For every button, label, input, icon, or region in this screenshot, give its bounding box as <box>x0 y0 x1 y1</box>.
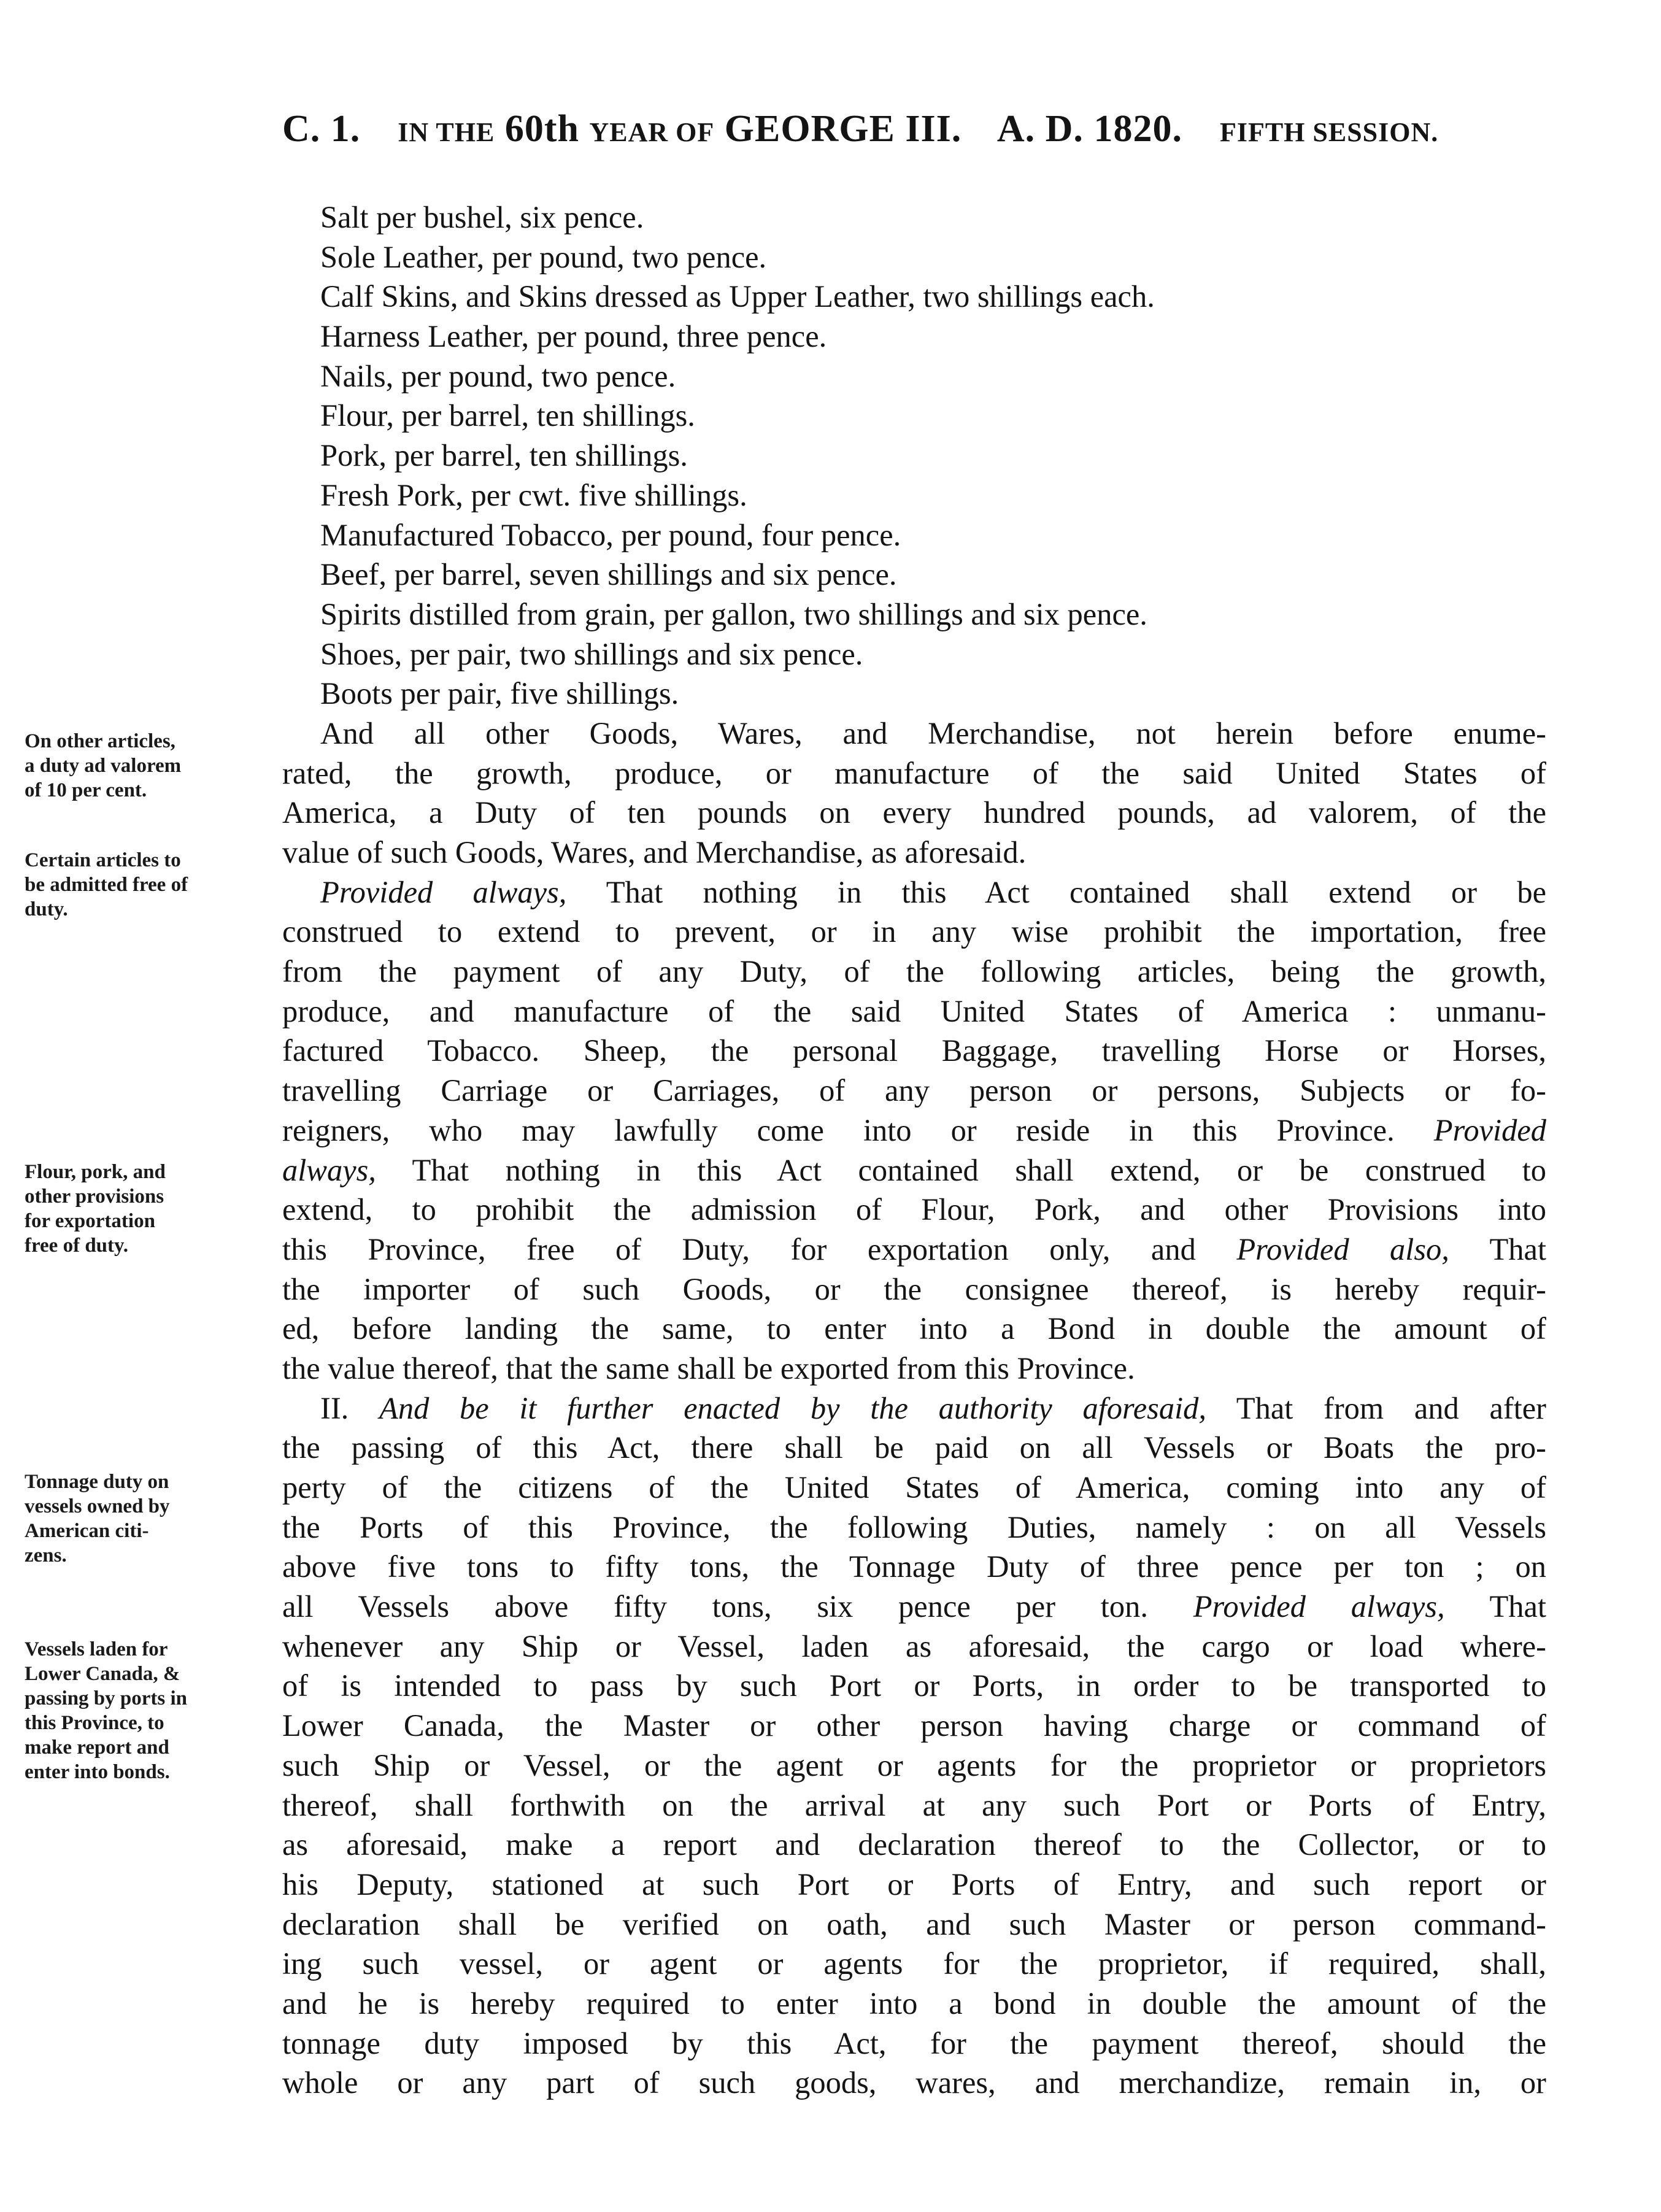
text-line: from the payment of any Duty, of the following articles, being the growth, <box>282 954 1546 989</box>
header-date: 1820. <box>1093 108 1182 150</box>
italic-phrase: Provided always, <box>1193 1589 1445 1624</box>
margin-note-line: duty. <box>25 898 68 920</box>
chapter-number: C. 1. <box>282 108 361 150</box>
list-item: Fresh Pork, per cwt. five shillings. <box>320 477 747 512</box>
text-line: perty of the citizens of the United States of America, coming into any of <box>282 1470 1546 1505</box>
list-item: Flour, per barrel, ten shillings. <box>320 398 695 433</box>
margin-note-line: zens. <box>25 1544 67 1567</box>
margin-note-line: of 10 per cent. <box>25 779 147 801</box>
text-line: thereof, shall forthwith on the arrival at any such Port or Ports of Entry, <box>282 1787 1546 1822</box>
text-line: whole or any part of such goods, wares, and merchandize, remain in, or <box>282 2065 1546 2100</box>
italic-phrase: And be it further enacted by the authority aforesaid, <box>379 1390 1206 1425</box>
margin-note-line: Certain articles to <box>25 849 181 871</box>
italic-phrase: Provided also, <box>1236 1231 1449 1266</box>
text-line <box>282 1230 1546 1270</box>
main-text <box>282 198 1546 2103</box>
list-item: Harness Leather, per pound, three pence. <box>320 319 827 354</box>
margin-note-line: Vessels laden for <box>25 1638 168 1660</box>
margin-note-line: enter into bonds. <box>25 1761 170 1783</box>
margin-note-line: Lower Canada, & <box>25 1663 180 1685</box>
text-segment: That nothing in this Act contained shall extend, or be construed to <box>376 1152 1546 1187</box>
text-line: his Deputy, stationed at such Port or Ports of Entry, and such report or <box>282 1867 1546 1902</box>
margin-note-free-articles <box>25 848 276 922</box>
text-line <box>282 1111 1546 1150</box>
margin-note-other-articles <box>25 729 276 803</box>
list-item: Sole Leather, per pound, two pence. <box>320 239 767 274</box>
text-line: value of such Goods, Wares, and Merchandise, as aforesaid. <box>282 835 1027 869</box>
margin-note-line: Flour, pork, and <box>25 1161 166 1183</box>
margin-note-line: On other articles, <box>25 730 175 752</box>
margin-note-lower-canada <box>25 1637 276 1784</box>
text-line: declaration shall be verified on oath, and such Master or person command- <box>282 1906 1546 1941</box>
text-line: travelling Carriage or Carriages, of any person or persons, Subjects or fo- <box>282 1073 1546 1108</box>
text-line <box>282 1587 1546 1627</box>
text-line <box>282 873 1546 912</box>
text-line: as aforesaid, make a report and declaration thereof to the Collector, or to <box>282 1827 1546 1862</box>
margin-note-tonnage-duty <box>25 1470 276 1568</box>
text-line: tonnage duty imposed by this Act, for the payment thereof, should the <box>282 2025 1546 2060</box>
margin-note-line: for exportation <box>25 1210 155 1232</box>
text-segment: That nothing in this Act contained shall extend or be <box>566 874 1546 909</box>
text-line: whenever any Ship or Vessel, laden as aforesaid, the cargo or load where- <box>282 1628 1546 1663</box>
text-line: ing such vessel, or agent or agents for the proprietor, if required, shall, <box>282 1946 1546 1981</box>
margin-note-line: vessels owned by <box>25 1495 170 1517</box>
text-line: Lower Canada, the Master or other person having charge or command of <box>282 1708 1546 1743</box>
text-line: And all other Goods, Wares, and Merchandise, not herein before enume- <box>320 715 1546 750</box>
italic-phrase: Provided <box>1433 1112 1546 1147</box>
text-line <box>282 1389 1546 1428</box>
section-number: II. <box>320 1390 379 1425</box>
margin-note-line: Tonnage duty on <box>25 1471 169 1493</box>
margin-note-line: a duty ad valorem <box>25 755 182 777</box>
margin-note-line: other provisions <box>25 1185 164 1208</box>
header-in-the: IN THE <box>398 117 495 147</box>
running-header <box>282 107 1552 175</box>
text-segment: That <box>1449 1231 1546 1266</box>
list-item: Pork, per barrel, ten shillings. <box>320 438 688 473</box>
header-ad: A. D. <box>996 108 1084 150</box>
list-item: Boots per pair, five shillings. <box>320 676 679 711</box>
margin-note-line: this Province, to <box>25 1712 164 1734</box>
text-line: produce, and manufacture of the said United States of America : unmanu- <box>282 993 1546 1028</box>
header-session: FIFTH SESSION. <box>1219 117 1439 147</box>
list-item: Salt per bushel, six pence. <box>320 200 644 234</box>
italic-phrase: Provided always, <box>320 874 567 909</box>
list-item: Manufactured Tobacco, per pound, four pence. <box>320 517 901 552</box>
text-line: the Ports of this Province, the following Duties, namely : on all Vessels <box>282 1509 1546 1544</box>
text-line: construed to extend to prevent, or in any wise prohibit the importation, free <box>282 914 1546 949</box>
header-year: 60th <box>504 108 579 150</box>
text-segment: That from and after <box>1206 1390 1546 1425</box>
header-king: GEORGE III. <box>724 108 962 150</box>
margin-note-line: be admitted free of <box>25 874 188 896</box>
italic-phrase: always, <box>282 1152 376 1187</box>
text-line: America, a Duty of ten pounds on every hundred pounds, ad valorem, of the <box>282 795 1546 830</box>
header-year-of: YEAR OF <box>589 117 715 147</box>
list-item: Nails, per pound, two pence. <box>320 358 676 393</box>
text-line: rated, the growth, produce, or manufacture of the said United States of <box>282 755 1546 790</box>
text-line: and he is hereby required to enter into a bond in double the amount of the <box>282 1986 1546 2021</box>
text-line: above five tons to fifty tons, the Tonnage Duty of three pence per ton ; on <box>282 1549 1546 1584</box>
list-item: Spirits distilled from grain, per gallon, two shillings and six pence. <box>320 596 1147 631</box>
list-item: Calf Skins, and Skins dressed as Upper Leather, two shillings each. <box>320 279 1155 314</box>
text-line: factured Tobacco. Sheep, the personal Baggage, travelling Horse or Horses, <box>282 1033 1546 1068</box>
margin-note-line: passing by ports in <box>25 1687 188 1709</box>
text-segment: That <box>1444 1589 1546 1624</box>
list-item: Shoes, per pair, two shillings and six pence. <box>320 636 863 671</box>
margin-note-provisions <box>25 1160 276 1258</box>
text-line: such Ship or Vessel, or the agent or agents for the proprietor or proprietors <box>282 1748 1546 1782</box>
margin-note-line: American citi- <box>25 1520 149 1542</box>
text-segment: this Province, free of Duty, for exportation only, and <box>282 1231 1237 1266</box>
text-segment: all Vessels above fifty tons, six pence per ton. <box>282 1589 1193 1624</box>
text-line: ed, before landing the same, to enter into a Bond in double the amount of <box>282 1311 1546 1346</box>
text-line: the passing of this Act, there shall be paid on all Vessels or Boats the pro- <box>282 1430 1546 1465</box>
margin-note-line: make report and <box>25 1736 169 1759</box>
text-line: the importer of such Goods, or the consignee thereof, is hereby requir- <box>282 1271 1546 1306</box>
text-segment: reigners, who may lawfully come into or reside in this Province. <box>282 1112 1434 1147</box>
list-item: Beef, per barrel, seven shillings and six pence. <box>320 557 897 592</box>
margin-note-line: free of duty. <box>25 1235 128 1257</box>
text-line: the value thereof, that the same shall be exported from this Province. <box>282 1351 1135 1385</box>
text-line: of is intended to pass by such Port or Ports, in order to be transported to <box>282 1668 1546 1703</box>
text-line: extend, to prohibit the admission of Flour, Pork, and other Provisions into <box>282 1192 1546 1227</box>
text-line <box>282 1150 1546 1190</box>
